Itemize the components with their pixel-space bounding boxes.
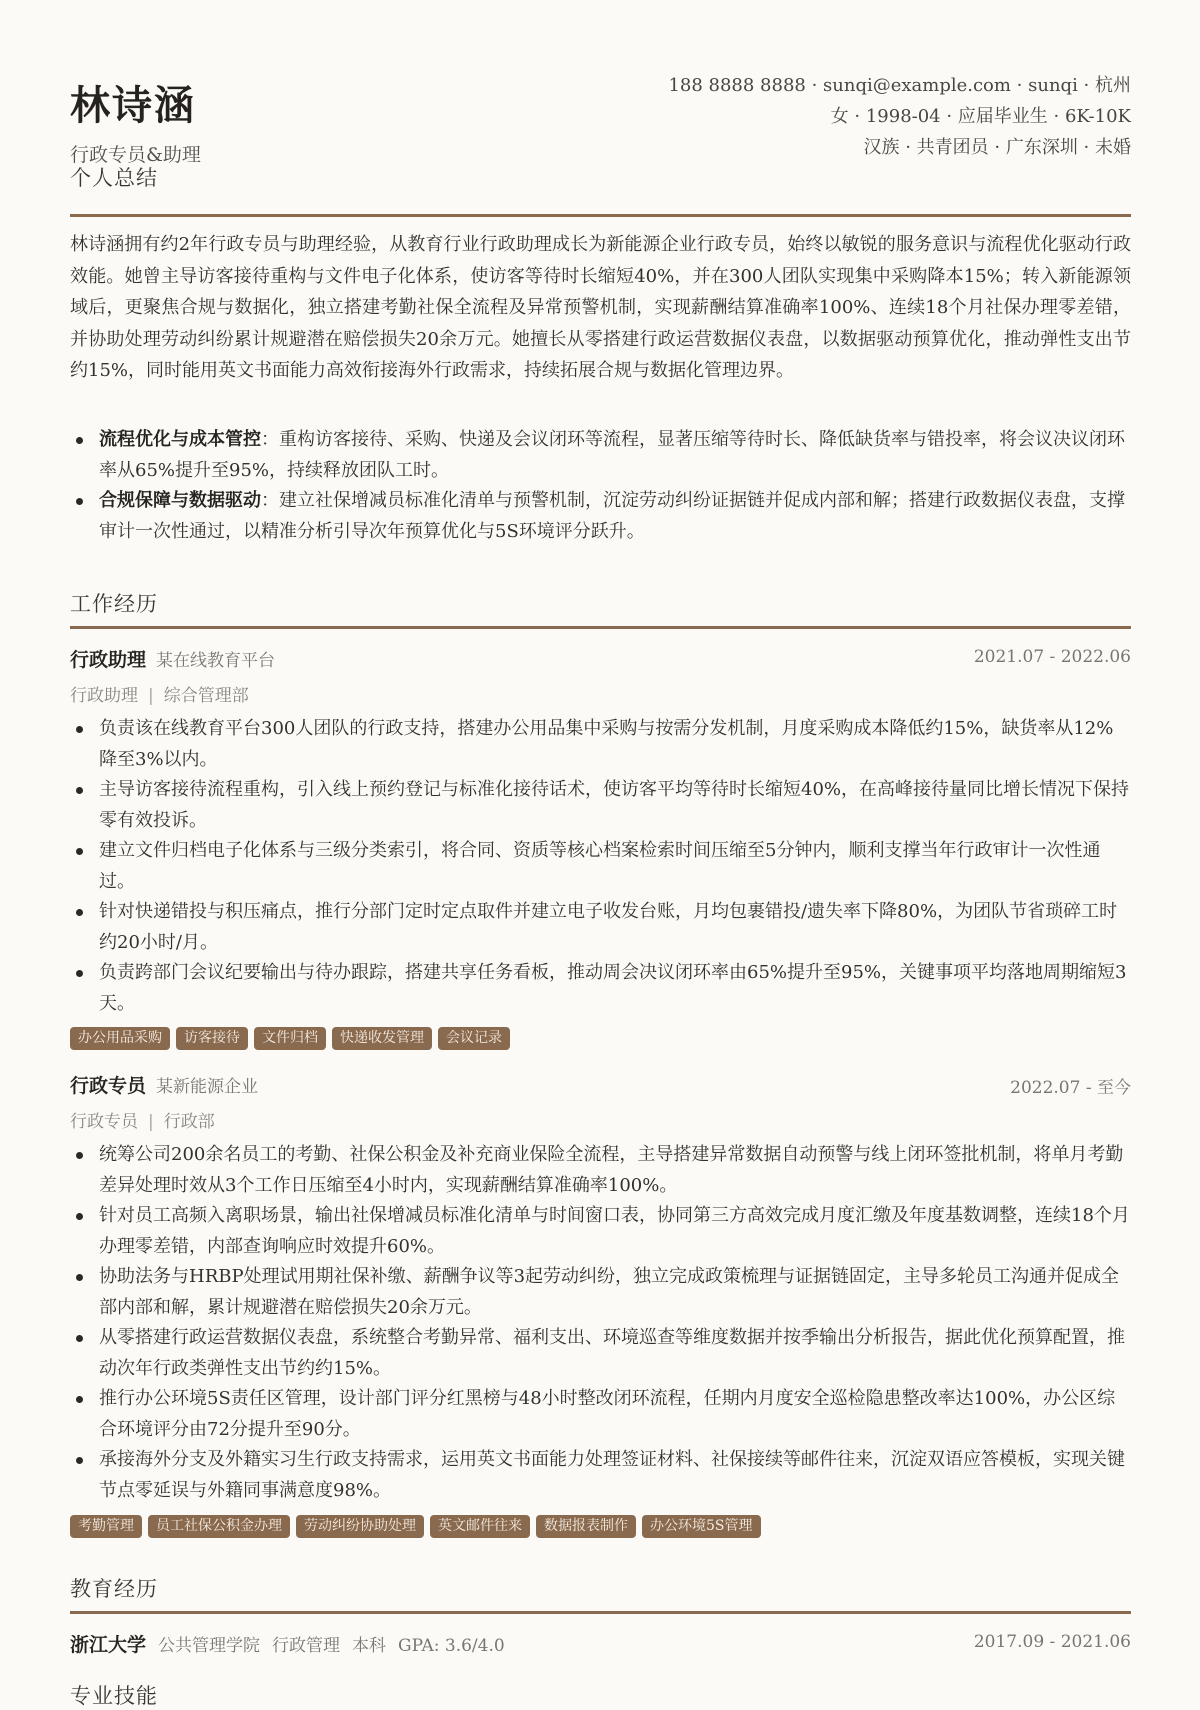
resume-header xyxy=(70,60,1131,170)
separator: | xyxy=(148,1112,154,1132)
job-header xyxy=(70,1071,1131,1099)
job-company: 某新能源企业 xyxy=(156,1077,259,1097)
summary-text: 林诗涵拥有约2年行政专员与助理经验，从教育行业行政助理成长为新能源企业行政专员，始终以敏锐的服务意识与流程优化驱动行政效能。她曾主导访客接待重构与文件电子化体系，使访客等待时长缩短40%，并在300人团队实现集中采购降本15%；转入新能源领域后，更聚焦合规与数据化，独立搭建考勤社保全流程及异常预警机制，实现薪酬结算准确率100%、连续18个月社保办理零差错，并协助处理劳动纠纷累计规避潜在赔偿损失20余万元。她擅长从零搭建行政运营数据仪表盘，以数据驱动预算优化，推动弹性支出节约15%，同时能用英文书面能力高效衔接海外行政需求，持续拓展合规与数据化管理边界。 xyxy=(70,234,1131,381)
job-header xyxy=(70,645,1131,673)
school-name: 浙江大学 xyxy=(70,1634,147,1656)
job-title: 行政助理 xyxy=(70,649,147,671)
bullet-text: 承接海外分支及外籍实习生行政支持需求，运用英文书面能力处理签证材料、社保接续等邮件往来，沉淀双语应答模板，实现关键节点零延误与外籍同事满意度98%。 xyxy=(99,1449,1125,1501)
bullet-text: 针对员工高频入离职场景，输出社保增减员标准化清单与时间窗口表，协同第三方高效完成月度汇缴及年度基数调整，连续18个月办理零差错，内部查询响应时效提升60%。 xyxy=(99,1205,1130,1257)
degree: 本科 xyxy=(352,1636,387,1656)
job-title: 行政专员 xyxy=(70,1075,147,1097)
candidate-title: 行政专员&助理 xyxy=(70,144,201,166)
list-item xyxy=(70,836,1131,897)
list-item xyxy=(70,1445,1131,1506)
summary-highlights xyxy=(70,425,1131,547)
list-item xyxy=(70,1323,1131,1384)
bullet-icon xyxy=(76,909,83,916)
section-title-summary: 个人总结 xyxy=(70,166,158,190)
contact-info xyxy=(668,70,1131,163)
skill-tag: 办公环境5S管理 xyxy=(642,1515,761,1538)
skill-tag: 员工社保公积金办理 xyxy=(148,1515,290,1538)
job-role: 行政助理 xyxy=(70,686,138,706)
bullet-icon xyxy=(76,1152,83,1159)
bullet-text: 从零搭建行政运营数据仪表盘，系统整合考勤异常、福利支出、环境巡查等维度数据并按季输出分析报告，据此优化预算配置，推动次年行政类弹性支出节约约15%。 xyxy=(99,1327,1125,1379)
bullet-text: 统筹公司200余名员工的考勤、社保公积金及补充商业保险全流程，主导搭建异常数据自动预警与线上闭环签批机制，将单月考勤差异处理时效从3个工作日压缩至4小时内，实现薪酬结算准确率100%。 xyxy=(99,1144,1124,1196)
bullet-icon xyxy=(76,970,83,977)
contact-line: 女 · 1998-04 · 应届毕业生 · 6K-10K xyxy=(830,106,1131,127)
skill-tags xyxy=(70,1515,761,1538)
section-title-skills: 专业技能 xyxy=(70,1684,158,1708)
section-divider xyxy=(70,626,1131,629)
highlight-label: 合规保障与数据驱动 xyxy=(99,490,261,511)
education-row xyxy=(70,1630,1131,1658)
bullet-icon xyxy=(76,437,83,444)
job-date: 2021.07 - 2022.06 xyxy=(973,647,1131,667)
bullet-icon xyxy=(76,787,83,794)
separator: | xyxy=(148,686,154,706)
job-role: 行政专员 xyxy=(70,1112,138,1132)
bullet-text: 负责该在线教育平台300人团队的行政支持，搭建办公用品集中采购与按需分发机制，月度采购成本降低约15%，缺货率从12%降至3%以内。 xyxy=(99,718,1114,770)
list-item xyxy=(70,897,1131,958)
bullet-text: 针对快递错投与积压痛点，推行分部门定时定点取件并建立电子收发台账，月均包裹错投/遗失率下降80%，为团队节省琐碎工时约20小时/月。 xyxy=(99,901,1118,953)
college-name: 公共管理学院 xyxy=(158,1636,261,1656)
bullet-icon xyxy=(76,1457,83,1464)
skill-tag: 文件归档 xyxy=(254,1027,326,1050)
job-subtitle xyxy=(70,1107,215,1132)
highlight-text: ：重构访客接待、采购、快递及会议闭环等流程，显著压缩等待时长、降低缺货率与错投率，将会议决议闭环率从65%提升至95%，持续释放团队工时。 xyxy=(99,429,1125,481)
job-bullets xyxy=(70,1140,1131,1506)
bullet-icon xyxy=(76,1274,83,1281)
skill-tag: 英文邮件往来 xyxy=(430,1515,530,1538)
education-date: 2017.09 - 2021.06 xyxy=(973,1632,1131,1652)
list-item xyxy=(70,714,1131,775)
bullet-text: 建立文件归档电子化体系与三级分类索引，将合同、资质等核心档案检索时间压缩至5分钟内，顺利支撑当年行政审计一次性通过。 xyxy=(99,840,1101,892)
bullet-icon xyxy=(76,498,83,505)
job-company: 某在线教育平台 xyxy=(156,651,276,671)
skill-tag: 办公用品采购 xyxy=(70,1027,170,1050)
bullet-icon xyxy=(76,726,83,733)
list-item xyxy=(70,425,1131,486)
bullet-text: 负责跨部门会议纪要输出与待办跟踪，搭建共享任务看板，推动周会决议闭环率由65%提升至95%，关键事项平均落地周期缩短3天。 xyxy=(99,962,1127,1014)
gpa: GPA: 3.6/4.0 xyxy=(398,1636,505,1656)
skill-tags xyxy=(70,1027,510,1050)
job-date: 2022.07 - 至今 xyxy=(1010,1078,1131,1098)
bullet-icon xyxy=(76,1396,83,1403)
bullet-text: 推行办公环境5S责任区管理，设计部门评分红黑榜与48小时整改闭环流程，任期内月度安全巡检隐患整改率达100%，办公区综合环境评分由72分提升至90分。 xyxy=(99,1388,1116,1440)
section-title-education: 教育经历 xyxy=(70,1577,158,1601)
bullet-text: 主导访客接待流程重构，引入线上预约登记与标准化接待话术，使访客平均等待时长缩短40%，在高峰接待量同比增长情况下保持零有效投诉。 xyxy=(99,779,1130,831)
list-item xyxy=(70,1384,1131,1445)
bullet-icon xyxy=(76,848,83,855)
list-item xyxy=(70,775,1131,836)
highlight-text: ：建立社保增减员标准化清单与预警机制，沉淀劳动纠纷证据链并促成内部和解；搭建行政数据仪表盘，支撑审计一次性通过，以精准分析引导次年预算优化与5S环境评分跃升。 xyxy=(99,490,1125,542)
skill-tag: 考勤管理 xyxy=(70,1515,142,1538)
list-item xyxy=(70,486,1131,547)
skill-tag: 快递收发管理 xyxy=(332,1027,432,1050)
major: 行政管理 xyxy=(272,1636,341,1656)
list-item xyxy=(70,1201,1131,1262)
bullet-text: 协助法务与HRBP处理试用期社保补缴、薪酬争议等3起劳动纠纷，独立完成政策梳理与证据链固定，主导多轮员工沟通并促成全部内部和解，累计规避潜在赔偿损失20余万元。 xyxy=(99,1266,1120,1318)
job-subtitle xyxy=(70,681,249,706)
list-item xyxy=(70,1140,1131,1201)
section-divider xyxy=(70,1611,1131,1614)
bullet-icon xyxy=(76,1335,83,1342)
job-department: 综合管理部 xyxy=(163,686,249,706)
section-divider xyxy=(70,214,1131,217)
skill-tag: 数据报表制作 xyxy=(536,1515,636,1538)
list-item xyxy=(70,1262,1131,1323)
contact-line: 汉族 · 共青团员 · 广东深圳 · 未婚 xyxy=(863,137,1131,158)
section-title-experience: 工作经历 xyxy=(70,592,158,616)
skill-tag: 访客接待 xyxy=(176,1027,248,1050)
skill-tag: 会议记录 xyxy=(438,1027,510,1050)
bullet-icon xyxy=(76,1213,83,1220)
skill-tag: 劳动纠纷协助处理 xyxy=(296,1515,424,1538)
list-item xyxy=(70,958,1131,1019)
job-bullets xyxy=(70,714,1131,1019)
candidate-name: 林诗涵 xyxy=(70,82,196,129)
job-department: 行政部 xyxy=(163,1112,215,1132)
highlight-label: 流程优化与成本管控 xyxy=(99,429,261,450)
contact-line: 188 8888 8888 · sunqi@example.com · sunqi · 杭州 xyxy=(668,75,1131,96)
